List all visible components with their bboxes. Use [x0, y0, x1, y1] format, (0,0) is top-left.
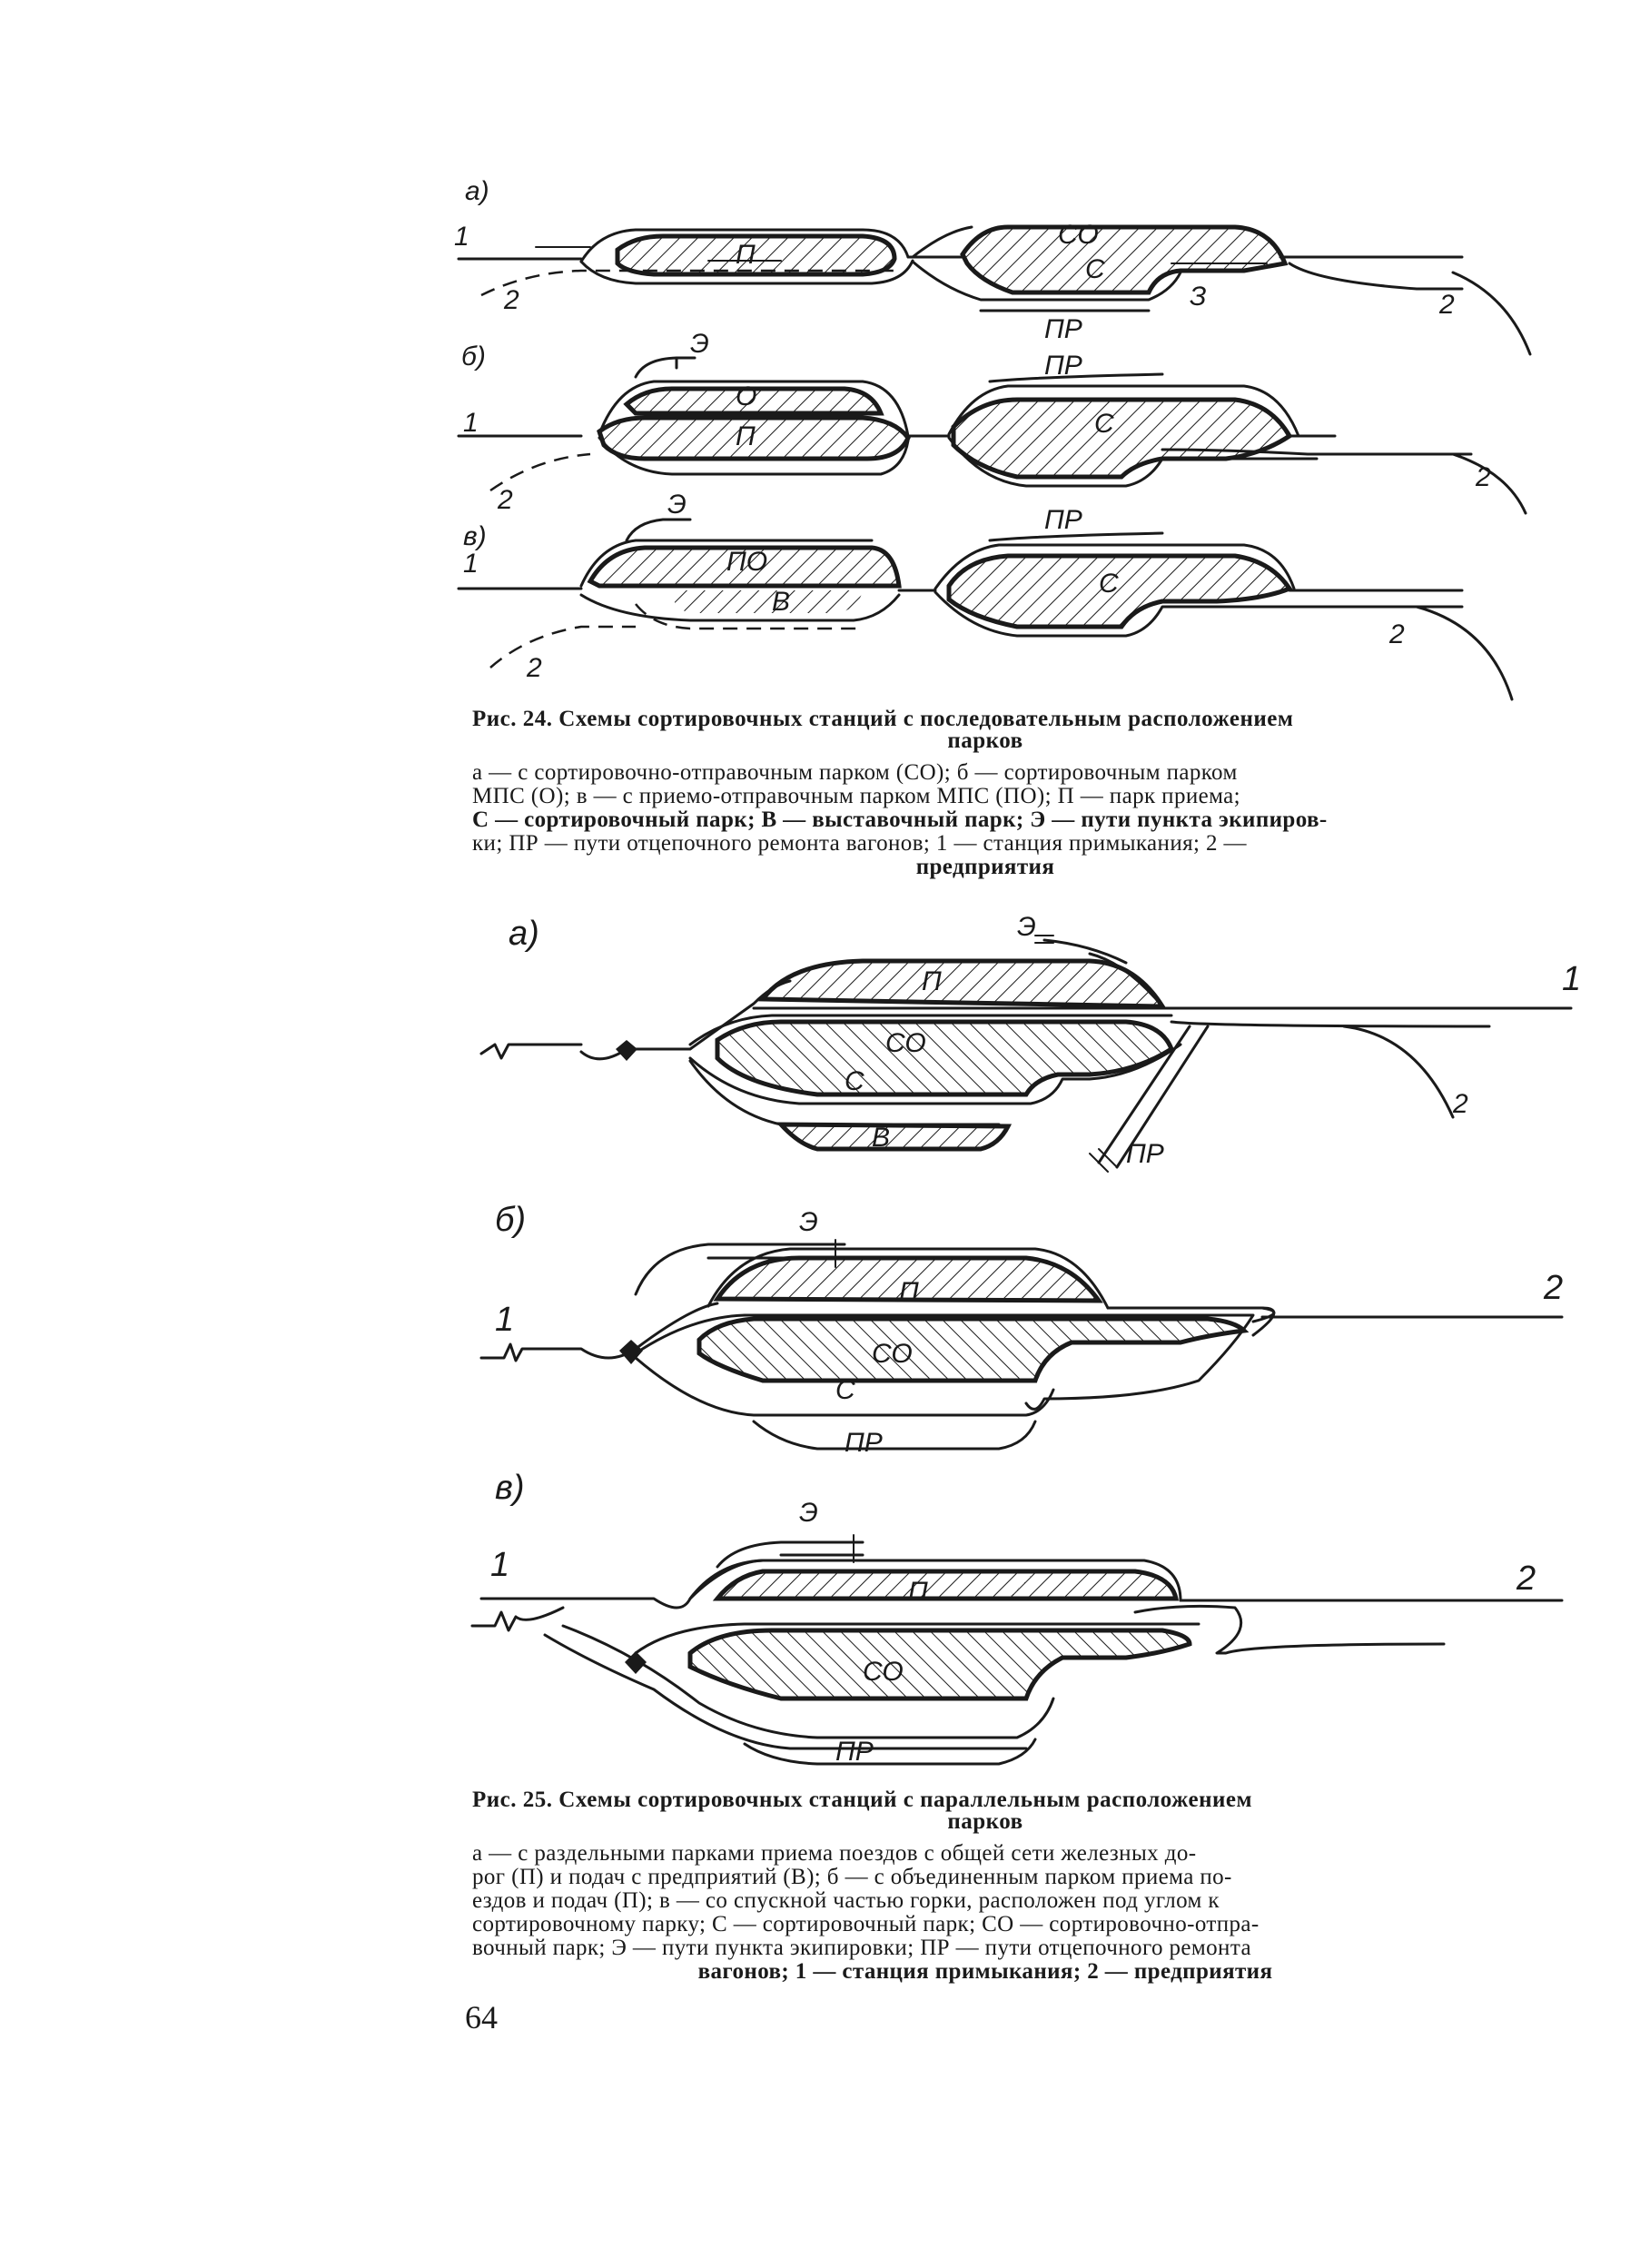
fig24-c-label-po: ПО	[726, 547, 768, 577]
fig25-caption-legend	[472, 1842, 1498, 1984]
fig25-legend-line: вагонов; 1 — станция примыкания; 2 — предприятия	[697, 1959, 1273, 1984]
fig24-a-label-2: 2	[504, 285, 519, 315]
fig24-c-label-2: 2	[527, 653, 542, 683]
fig25-c-label-p: П	[908, 1577, 928, 1607]
fig25-b-label-2: 2	[1544, 1269, 1564, 1307]
fig24-b-label-s: С	[1094, 409, 1114, 439]
fig24-c-label-e: Э	[667, 490, 687, 520]
fig24-c-label-1: 1	[463, 549, 479, 579]
fig24-a-label-z: З	[1190, 282, 1207, 312]
fig25-legend-line: вочный парк; Э — пути пункта экипировки; ПР — пути отцепочного ремонта	[472, 1936, 1251, 1960]
fig24-c-label-v: В	[772, 587, 791, 617]
fig24-c-label-pr: ПР	[1044, 505, 1082, 535]
fig24-legend-line: ки; ПР — пути отцепочного ремонта вагонов; 1 — станция примыкания; 2 —	[472, 831, 1247, 856]
fig25-panel-b-label: б)	[495, 1201, 527, 1239]
fig25-c-label-e: Э	[799, 1498, 818, 1528]
fig24-a-label-s: С	[1085, 254, 1105, 284]
fig25-a-label-e: Э	[1017, 912, 1036, 942]
fig25-c-label-pr: ПР	[835, 1737, 874, 1767]
fig25-b-label-e: Э	[799, 1207, 818, 1237]
fig25-panel-a-label: а)	[509, 915, 539, 953]
fig24-b-label-2b: 2	[1476, 462, 1491, 492]
fig25-a-label-v: В	[872, 1123, 891, 1153]
fig24-b-label-p: П	[736, 421, 756, 451]
fig25-a-label-p: П	[922, 966, 942, 996]
fig25-legend-line: рог (П) и подач с предприятий (В); б — с объединенным парком приема по-	[472, 1865, 1232, 1889]
fig24-a-label-pr: ПР	[1044, 314, 1082, 344]
fig25-b-label-1: 1	[495, 1301, 515, 1339]
fig25-b-label-so: СО	[872, 1339, 913, 1369]
fig25-title-line: Рис. 25. Схемы сортировочных станций с параллельным расположением	[472, 1788, 1253, 1812]
fig24-a-label-so: СО	[1058, 220, 1099, 250]
page-number: 64	[465, 1999, 498, 2035]
fig24-b-label-e: Э	[690, 329, 709, 359]
fig25-b-label-s: С	[835, 1375, 855, 1405]
fig25-b-label-pr: ПР	[845, 1428, 883, 1458]
fig25-legend-line: ездов и подач (П); в — со спускной частью горки, расположен под углом к	[472, 1888, 1220, 1913]
fig24-legend-line: МПС (О); в — с приемо-отправочным парком МПС (ПО); П — парк приема;	[472, 784, 1241, 808]
fig24-b-label-o: О	[736, 381, 757, 411]
fig25-panel-c-label: в)	[495, 1469, 525, 1507]
fig25-a-label-2: 2	[1453, 1089, 1468, 1119]
fig24-c-label-2b: 2	[1389, 619, 1405, 649]
fig24-a-label-1: 1	[454, 222, 469, 252]
fig25-legend-line: а — с раздельными парками приема поездов с общей сети железных до-	[472, 1841, 1197, 1866]
fig24-legend-line: а — с сортировочно-отправочным парком (СО); б — сортировочным парком	[472, 760, 1238, 785]
fig24-legend-line: С — сортировочный парк; В — выставочный парк; Э — пути пункта экипиров-	[472, 807, 1328, 832]
fig24-title-cont: парков	[947, 728, 1023, 753]
fig24-panel-b-label: б)	[461, 342, 486, 371]
fig24-legend-line: предприятия	[915, 855, 1055, 879]
fig24-title-line: Рис. 24. Схемы сортировочных станций с последовательным расположением	[472, 707, 1294, 731]
fig25-b-label-p: П	[899, 1277, 919, 1307]
fig25-c-label-1: 1	[490, 1546, 510, 1584]
fig24-panel-c-label: в)	[463, 521, 487, 551]
fig25-legend-line: сортировочному парку; С — сортировочный парк; СО — сортировочно-отпра-	[472, 1912, 1260, 1936]
fig25-a-label-1: 1	[1562, 960, 1582, 998]
fig24-a-label-p: П	[736, 240, 756, 270]
fig24-b-label-pr: ПР	[1044, 351, 1082, 381]
fig25-a-label-pr: ПР	[1126, 1139, 1164, 1169]
fig25-a-label-so: СО	[885, 1028, 926, 1058]
fig24-c-label-s: С	[1099, 569, 1119, 599]
fig25-caption-title	[472, 1789, 1498, 1833]
fig25-title-cont: парков	[947, 1809, 1023, 1834]
fig25-c-label-2: 2	[1517, 1560, 1536, 1598]
fig25-c-label-so: СО	[863, 1657, 904, 1687]
fig25-a-label-s: С	[845, 1066, 864, 1096]
fig24-panel-a-label: а)	[465, 176, 489, 206]
fig24-a-label-2b: 2	[1439, 290, 1455, 320]
fig24-b-label-1: 1	[463, 408, 479, 438]
fig24-b-label-2: 2	[498, 485, 513, 515]
